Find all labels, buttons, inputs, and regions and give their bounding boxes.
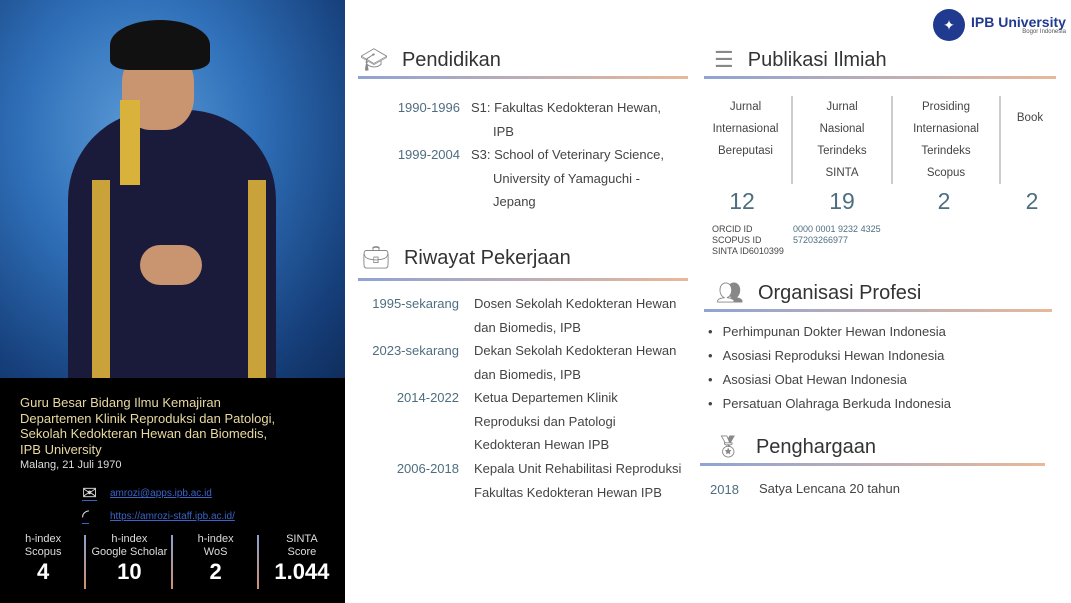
profile-panel — [0, 0, 345, 603]
stat-google-scholar: h-index Google Scholar 10 — [86, 533, 172, 578]
job-text: Ketua Departemen Klinik Reproduksi dan Patologi Kedokteran Hewan IPB — [474, 390, 618, 452]
website-text[interactable]: https://amrozi-staff.ipb.ac.id/ — [110, 511, 235, 522]
people-group-icon: 👥︎ — [716, 280, 744, 305]
birth-info: Malang, 21 Juli 1970 — [20, 459, 122, 471]
organization-list — [708, 320, 951, 416]
researcher-ids: ORCID ID 0000 0001 9232 4325 SCOPUS ID 57203266977 SINTA ID6010399 — [712, 224, 881, 256]
ipb-seal-icon: ✦ — [933, 9, 965, 41]
pub-col: Book — [1016, 112, 1044, 124]
pub-col: Jurnal Internasional Bereputasi — [700, 96, 793, 184]
pub-count: 12 — [729, 188, 755, 214]
edu-text: S1: Fakultas Kedokteran Hewan, IPB — [471, 100, 662, 139]
job-year: 1995-sekarang — [372, 296, 459, 311]
job-text: Kepala Unit Rehabilitasi Reproduksi Fakultas Kedokteran Hewan IPB — [474, 461, 682, 500]
ipb-logo: ✦ IPB University Bogor Indonesia — [933, 9, 1066, 41]
briefcase-icon: 💼︎ — [362, 245, 390, 270]
list-item: • Asosiasi Reproduksi Hewan Indonesia — [708, 344, 951, 368]
hindex-stats — [0, 533, 345, 584]
bio-line: Departemen Klinik Reproduksi dan Patologi, — [20, 410, 276, 426]
email-link[interactable] — [82, 483, 212, 504]
award-text: Satya Lencana 20 tahun — [759, 481, 900, 496]
stat-wos: h-index WoS 2 — [173, 533, 259, 578]
bio-line: Sekolah Kedokteran Hewan dan Biomedis, — [20, 426, 268, 441]
section-title: Organisasi Profesi — [757, 281, 922, 304]
job-year: 2014-2022 — [396, 390, 459, 405]
profile-photo — [0, 0, 345, 378]
mail-icon: ✉ — [82, 483, 98, 503]
section-publikasi — [714, 47, 887, 73]
section-title: Publikasi Ilmiah — [747, 48, 887, 71]
publication-table — [700, 96, 1060, 184]
pub-count: 2 — [937, 188, 951, 214]
medal-icon: 🏅︎ — [714, 434, 742, 459]
list-item: • Persatuan Olahraga Berkuda Indonesia — [708, 392, 951, 416]
edu-text: S3: School of Veterinary Science, University of Yamaguchi - Jepang — [471, 147, 664, 209]
pub-count: 19 — [829, 188, 855, 214]
bio-line: Guru Besar Bidang Ilmu Kemajiran — [20, 395, 221, 410]
website-link[interactable] — [82, 506, 235, 527]
award-year: 2018 — [710, 482, 739, 497]
job-text: Dosen Sekolah Kedokteran Hewan dan Biomedis, IPB — [474, 296, 677, 335]
section-title: Pendidikan — [401, 48, 501, 71]
bio-line: IPB University — [20, 441, 102, 457]
pub-col: Prosiding Internasional Terindeks Scopus — [893, 96, 1001, 184]
edu-year: 1990-1996 — [397, 100, 460, 115]
stat-sinta: SINTA Score 1.044 — [274, 533, 330, 584]
section-pekerjaan — [362, 245, 571, 271]
section-penghargaan — [714, 434, 876, 460]
job-text: Dekan Sekolah Kedokteran Hewan dan Biomedis, IPB — [474, 343, 677, 382]
job-year: 2023-sekarang — [372, 343, 459, 358]
books-icon: ☰ — [714, 47, 734, 72]
bio — [20, 395, 275, 457]
section-title: Riwayat Pekerjaan — [403, 246, 571, 269]
list-item: • Perhimpunan Dokter Hewan Indonesia — [708, 320, 951, 344]
wifi-icon: ◜ — [82, 506, 89, 526]
job-year: 2006-2018 — [396, 461, 459, 476]
edu-year: 1999-2004 — [397, 147, 460, 162]
graduation-cap-icon: 🎓︎ — [360, 47, 388, 72]
list-item: • Asosiasi Obat Hewan Indonesia — [708, 368, 951, 392]
pub-col: Jurnal Nasional Terindeks SINTA — [793, 96, 893, 184]
section-title: Penghargaan — [755, 435, 877, 458]
section-pendidikan — [360, 47, 501, 73]
stat-scopus: h-index Scopus 4 — [0, 533, 86, 578]
section-organisasi — [716, 280, 921, 306]
pub-count: 2 — [1025, 188, 1039, 214]
email-text[interactable]: amrozi@apps.ipb.ac.id — [110, 488, 212, 499]
